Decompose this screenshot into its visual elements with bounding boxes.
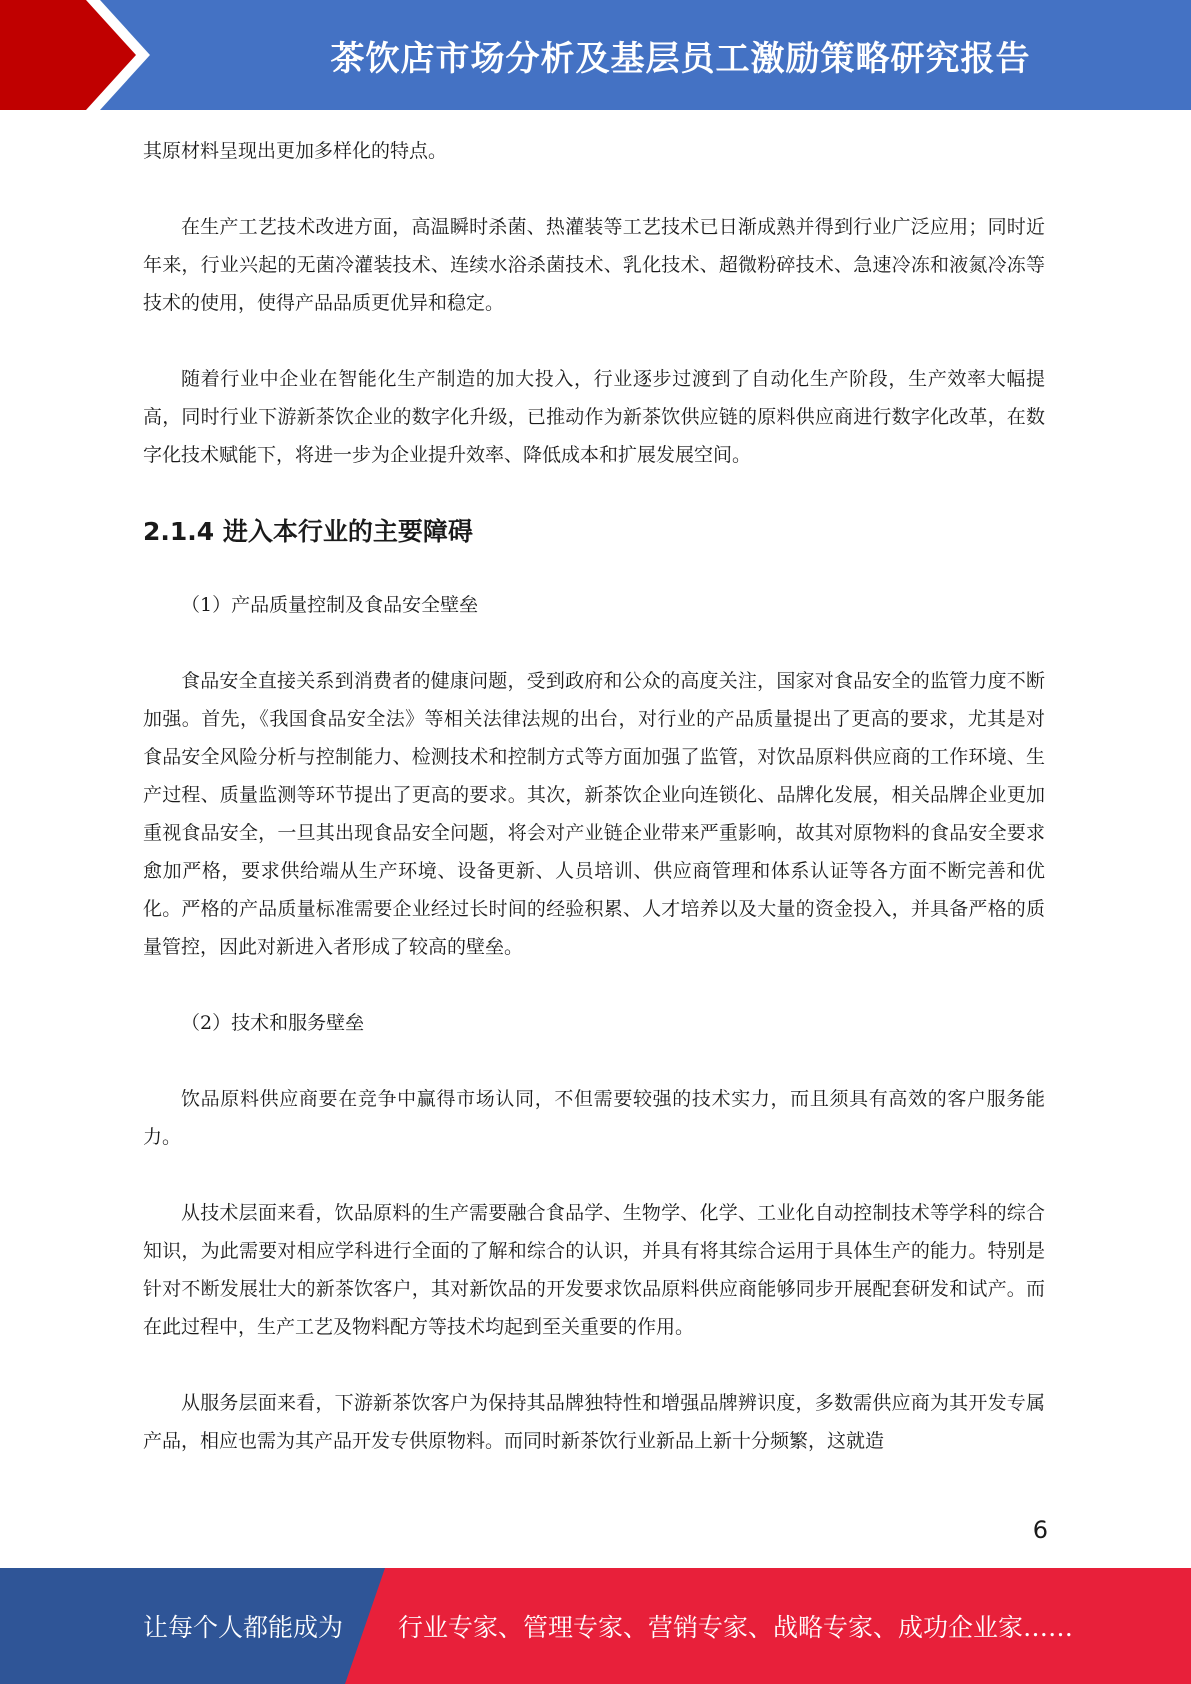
paragraph: 从技术层面来看，饮品原料的生产需要融合食品学、生物学、化学、工业化自动控制技术等学科的综合知识，为此需要对相应学科进行全面的了解和综合的认识，并具有将其综合运用于具体生产的能力。特别是针对不断发展壮大的新茶饮客户，其对新饮品的开发要求饮品原料供应商能够同步开展配套研发和试产。而在此过程中，生产工艺及物料配方等技术均起到至关重要的作用。 [143,1202,1045,1338]
subsection-title: （2）技术和服务壁垒 [181,1012,365,1034]
footer-slogan-right: 行业专家、管理专家、营销专家、战略专家、成功企业家…… [398,1613,1074,1642]
page-header [0,0,1191,110]
footer-slogan-left: 让每个人都能成为 [143,1613,344,1642]
document-title: 茶饮店市场分析及基层员工激励策略研究报告 [330,38,1031,79]
paragraph: 从服务层面来看，下游新茶饮客户为保持其品牌独特性和增强品牌辨识度，多数需供应商为其开发专属产品，相应也需为其产品开发专供原物料。而同时新茶饮行业新品上新十分频繁，这就造 [143,1392,1045,1452]
paragraph: 饮品原料供应商要在竞争中赢得市场认同，不但需要较强的技术实力，而且须具有高效的客户服务能力。 [143,1088,1045,1148]
subsection-title: （1）产品质量控制及食品安全壁垒 [181,594,479,616]
paragraph: 其原材料呈现出更加多样化的特点。 [143,140,448,162]
paragraph: 在生产工艺技术改进方面，高温瞬时杀菌、热灌装等工艺技术已日渐成熟并得到行业广泛应用；同时近年来，行业兴起的无菌冷灌装技术、连续水浴杀菌技术、乳化技术、超微粉碎技术、急速冷冻和液氮冷冻等技术的使用，使得产品品质更优异和稳定。 [143,216,1045,314]
paragraph: 食品安全直接关系到消费者的健康问题，受到政府和公众的高度关注，国家对食品安全的监管力度不断加强。首先，《我国食品安全法》等相关法律法规的出台，对行业的产品质量提出了更高的要求，尤其是对食品安全风险分析与控制能力、检测技术和控制方式等方面加强了监管，对饮品原料供应商的工作环境、生产过程、质量监测等环节提出了更高的要求。其次，新茶饮企业向连锁化、品牌化发展，相关品牌企业更加重视食品安全，一旦其出现食品安全问题，将会对产业链企业带来严重影响，故其对原物料的食品安全要求愈加严格，要求供给端从生产环境、设备更新、人员培训、供应商管理和体系认证等各方面不断完善和优化。严格的产品质量标准需要企业经过长时间的经验积累、人才培养以及大量的资金投入，并具备严格的质量管控，因此对新进入者形成了较高的壁垒。 [143,670,1045,958]
page-number: 6 [1032,1516,1048,1544]
page-footer [0,1568,1191,1684]
section-heading: 2.1.4 进入本行业的主要障碍 [143,517,473,546]
document-body [143,132,1045,1498]
paragraph: 随着行业中企业在智能化生产制造的加大投入，行业逐步过渡到了自动化生产阶段，生产效率大幅提高，同时行业下游新茶饮企业的数字化升级，已推动作为新茶饮供应链的原料供应商进行数字化改革，在数字化技术赋能下，将进一步为企业提升效率、降低成本和扩展发展空间。 [143,368,1045,466]
